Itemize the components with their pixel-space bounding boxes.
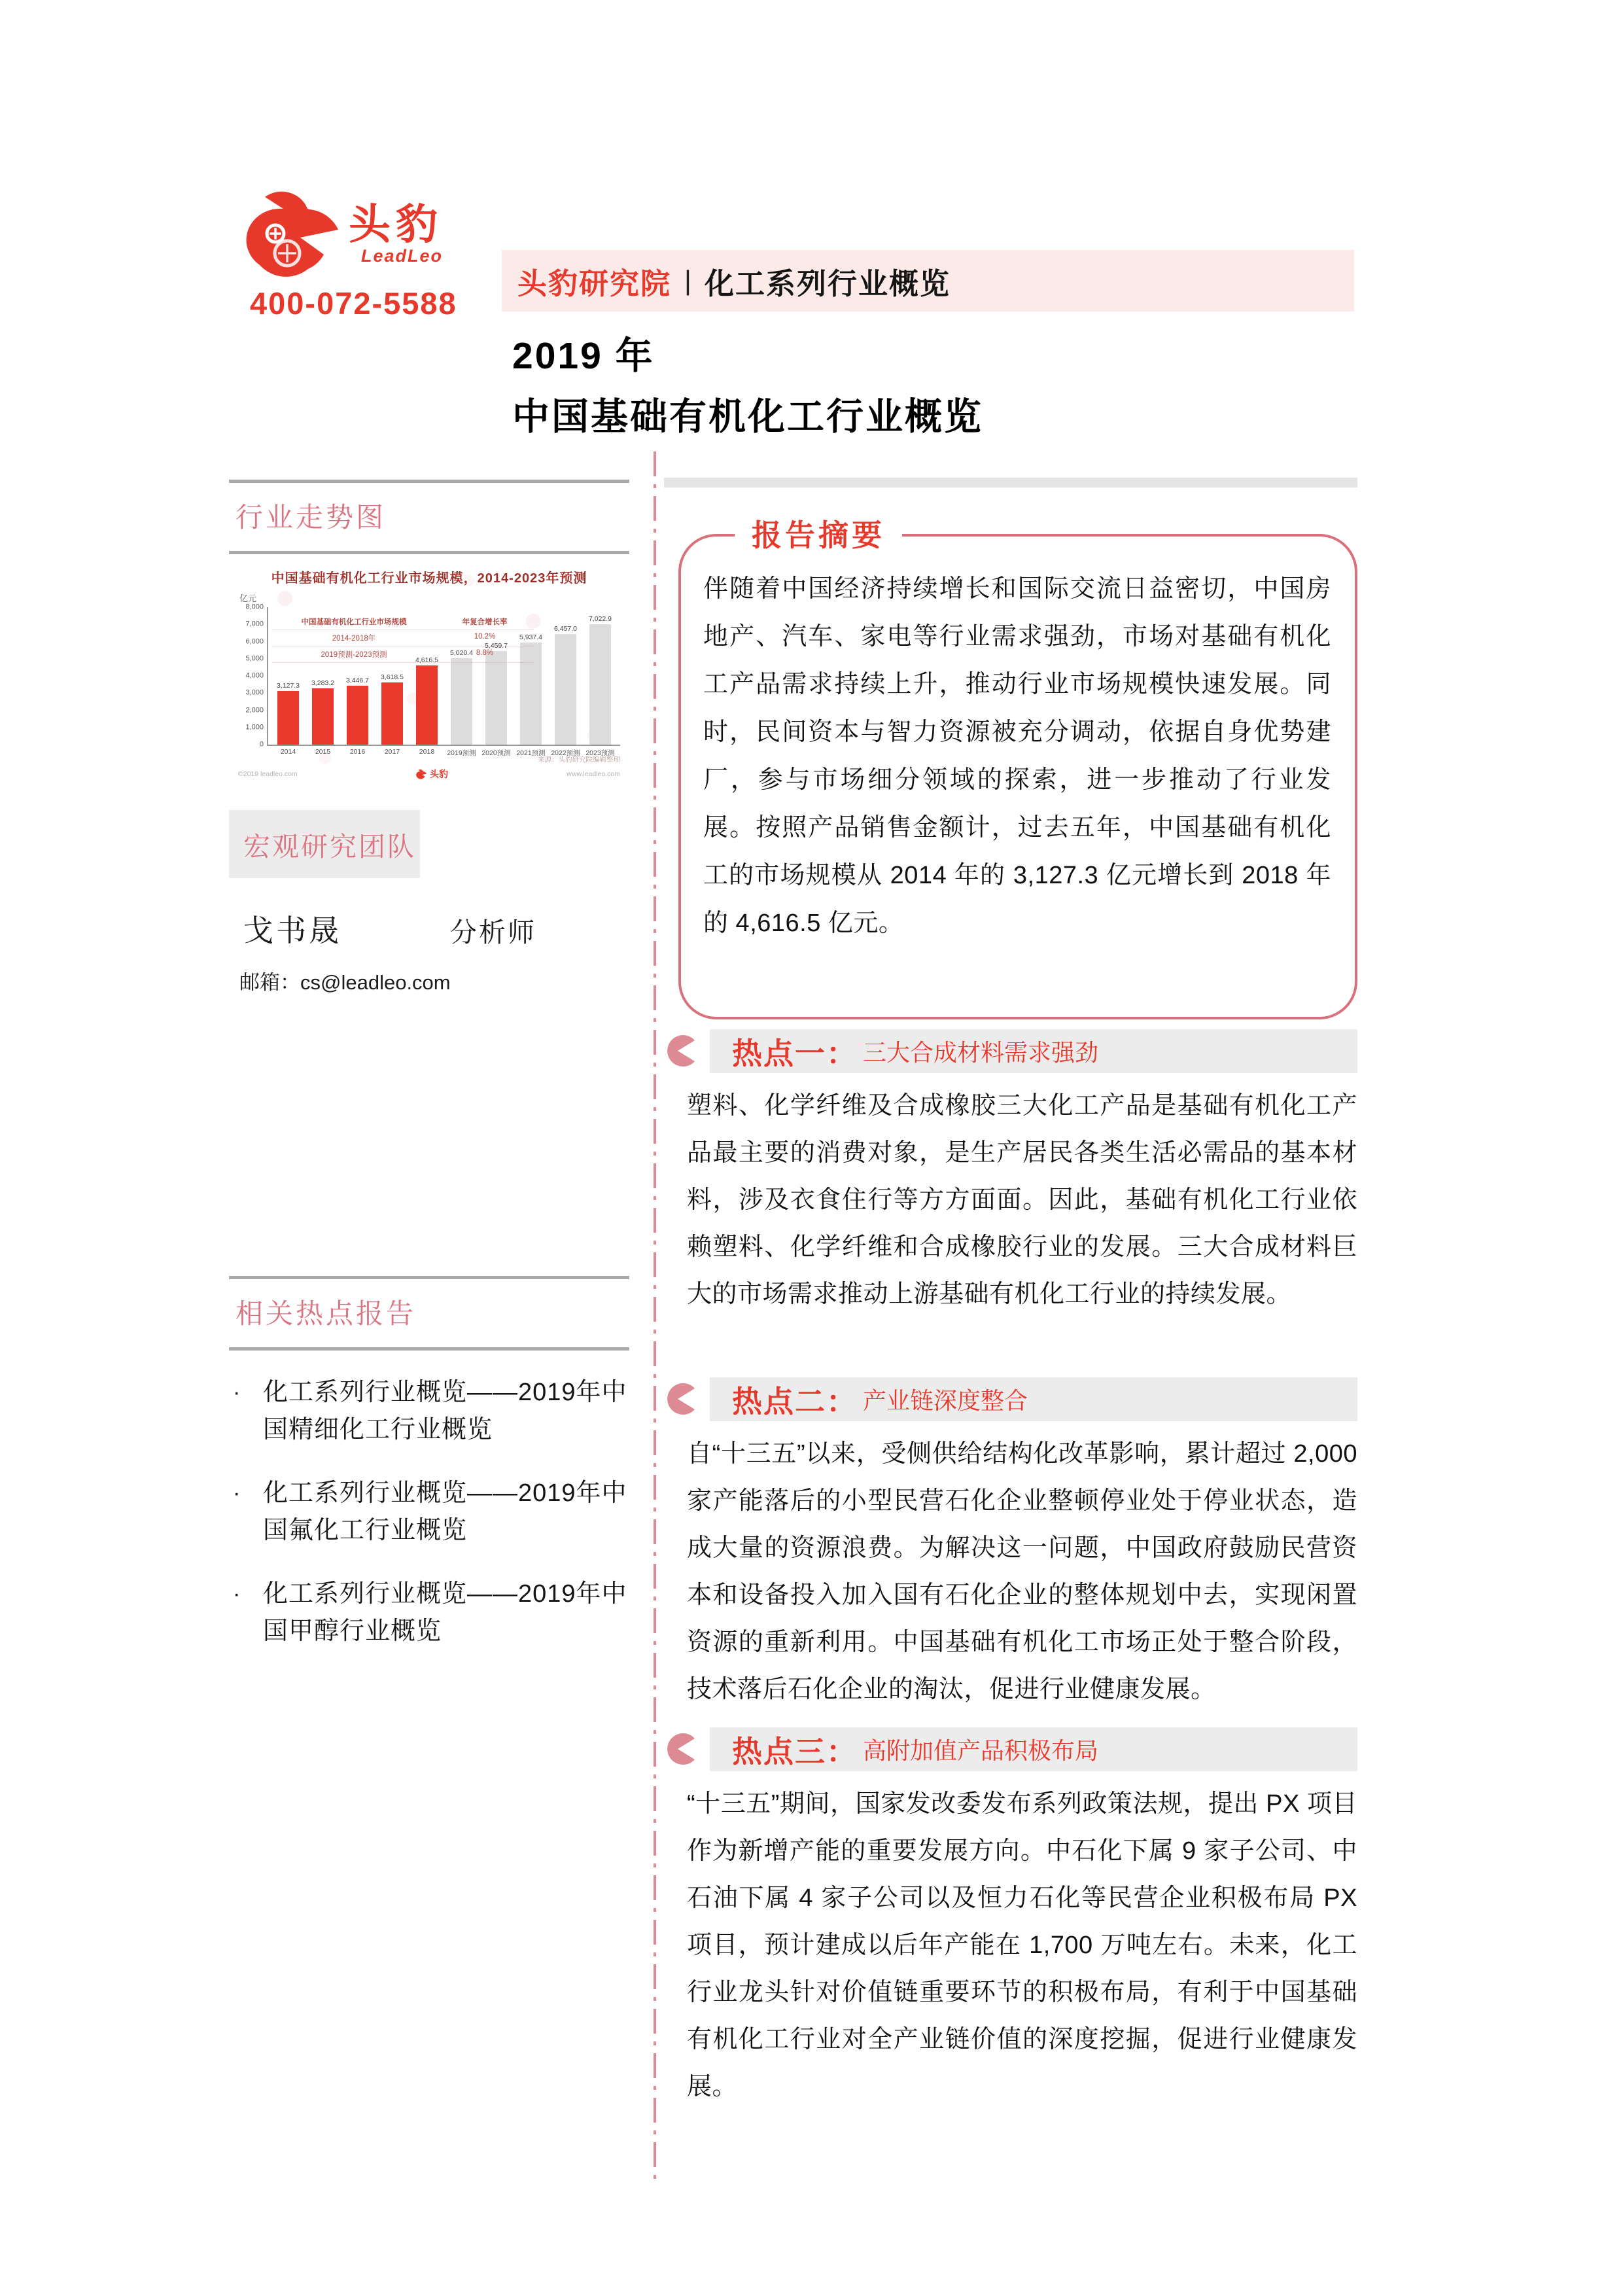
summary-text: 伴随着中国经济持续增长和国际交流日益密切，中国房地产、汽车、家电等行业需求强劲，市场对基础有机化工产品需求持续上升，推动行业市场规模快速发展。同时，民间资本与智力资源被充分调动，依据自身优势建厂，参与市场细分领域的探索，进一步推动了行业发展。按照产品销售金额计，过去五年，中国基础有机化工的市场规模从 2014 年的 3,127.3 亿元增长到 2018 年的 4,616.5 亿元。 [703, 575, 1331, 937]
chart-legend-header-row [272, 614, 534, 630]
chart-unit-label: 亿元 [239, 593, 257, 603]
chart-bar-value-label: 4,616.5 [415, 656, 439, 664]
report-title: 化工系列行业概览——2019年中国氟化工行业概览 [263, 1479, 627, 1544]
hotspot-2-subtitle: 产业链深度整合 [863, 1387, 1028, 1414]
list-item [229, 1374, 629, 1449]
chart-footer-logo-text: 头豹 [429, 769, 448, 779]
vertical-dashed-divider [654, 451, 656, 2179]
hotspot-1-label: 热点一： [732, 1036, 858, 1070]
chart-x-label: 2021预测 [516, 749, 546, 757]
header-series: 化工系列行业概览 [704, 266, 951, 300]
contact-phone: 400-072-5588 [250, 286, 457, 321]
chart-footer-copyright: ©2019 leadleo.com [238, 770, 298, 778]
chart-bar [416, 665, 438, 745]
hotspot-3-body: “十三五”期间，国家发改委发布系列政策法规，提出 PX 项目作为新增产能的重要发展方向。中石化下属 9 家子公司、中石油下属 4 家子公司以及恒力石化等民营企业积极布局 PX 项目，预计建成以后年产能在 1,700 万吨左右。未来，化工行业龙头针对价值链重要环节的积极布局，有利于中国基础有机化工行业对全产业链价值的深度挖掘，促进行业健康发展。 [687, 1790, 1357, 2100]
chart-bar-value-label: 5,020.4 [449, 649, 474, 658]
chart-x-label: 2019预测 [447, 749, 476, 757]
related-reports-list [229, 1374, 629, 1676]
page-title-line2: 中国基础有机化工行业概览 [512, 396, 983, 438]
chart-bar [451, 658, 472, 745]
hotspot-1-subtitle: 三大合成材料需求强劲 [863, 1039, 1099, 1066]
chart-bar [312, 688, 334, 745]
hotspot-2-body: 自“十三五”以来，受侧供给结构化改革影响，累计超过 2,000 家产能落后的小型民营石化企业整顿停业处于停业状态，造成大量的资源浪费。为解决这一问题，中国政府鼓励民营资本和设备投入加入国有石化企业的整体规划中去，实现闲置资源的重新利用。中国基础有机化工市场正处于整合阶段，技术落后石化企业的淘汰，促进行业健康发展。 [687, 1440, 1357, 1703]
chart-bar [485, 651, 507, 745]
chart-bar-column [551, 607, 580, 757]
hotspot-1-header [710, 1029, 1357, 1073]
bullet-icon: · [233, 1581, 241, 1606]
chart-footer-leopard-icon [416, 769, 427, 779]
list-item [229, 1475, 629, 1549]
chart-y-tick: 8,000 [245, 603, 264, 611]
chart-legend-period-2: 2019预测-2023预测 [321, 651, 387, 659]
analyst-role: 分析师 [450, 917, 536, 947]
chart-bar-value-label: 7,022.9 [588, 614, 612, 623]
header-bar [502, 250, 1354, 311]
team-section-header [229, 810, 420, 878]
quote-pacman-icon [663, 1382, 697, 1416]
chart-bar-value-label: 3,283.2 [311, 679, 335, 687]
quote-pacman-icon [663, 1034, 697, 1068]
email-label: 邮箱： [239, 971, 300, 994]
right-column-top-rule [664, 478, 1357, 487]
chart-x-label: 2020预测 [481, 749, 511, 757]
hotspot-3-header [710, 1727, 1357, 1771]
chart-y-tick: 6,000 [245, 637, 264, 645]
hotspot-3-subtitle: 高附加值产品积极布局 [863, 1737, 1099, 1764]
quote-pacman-icon [663, 1732, 697, 1766]
trend-section-title: 行业走势图 [236, 502, 387, 533]
chart-y-tick: 5,000 [245, 654, 264, 663]
reports-section-header [229, 1276, 629, 1351]
chart-footer [238, 768, 620, 781]
chart-bar-value-label: 3,618.5 [380, 673, 404, 682]
chart-x-label: 2016 [349, 748, 366, 756]
chart-bar-value-label: 5,937.4 [519, 633, 543, 642]
reports-section-title: 相关热点报告 [236, 1298, 417, 1329]
logo-en: LeadLeo [360, 246, 443, 266]
chart-y-tick: 4,000 [245, 671, 264, 680]
market-size-chart [229, 557, 629, 785]
chart-legend-cagr-2: 8.8% [476, 649, 494, 657]
report-title: 化工系列行业概览——2019年中国精细化工行业概览 [263, 1379, 627, 1443]
report-summary-box [678, 518, 1357, 1019]
chart-bar-column [585, 607, 615, 757]
chart-x-label: 2023预测 [585, 749, 615, 757]
chart-bar-value-label: 5,459.7 [484, 641, 508, 650]
chart-footer-logo [416, 768, 448, 781]
header-institute: 头豹研究院 [517, 266, 672, 300]
trend-section-header [229, 480, 629, 554]
chart-source-note: 来源：头豹研究院编辑整理 [538, 756, 620, 764]
chart-y-tick: 1,000 [245, 723, 264, 732]
hotspot-2-header [710, 1377, 1357, 1421]
chart-bar [347, 686, 368, 745]
bullet-icon: · [233, 1380, 241, 1405]
header-divider: | [684, 265, 691, 296]
chart-legend-col1-header: 中国基础有机化工行业市场规模 [301, 618, 407, 626]
chart-bar-value-label: 3,446.7 [345, 676, 370, 684]
leadleo-logo [245, 191, 443, 279]
email-value: cs@leadleo.com [300, 971, 451, 994]
bullet-icon: · [233, 1481, 241, 1506]
chart-x-label: 2015 [315, 748, 331, 756]
hotspot-3-label: 热点三： [732, 1734, 858, 1769]
page-title-line1: 2019 年 [512, 335, 655, 377]
logo-text [349, 191, 443, 266]
summary-box-title: 报告摘要 [735, 513, 902, 557]
chart-bar-value-label: 3,127.3 [276, 681, 300, 690]
chart-x-label: 2022预测 [551, 749, 580, 757]
chart-legend-col2-header: 年复合增长率 [462, 618, 508, 626]
chart-bar-value-label: 6,457.0 [553, 624, 578, 633]
team-section-title: 宏观研究团队 [243, 831, 416, 862]
chart-bar [381, 682, 403, 745]
hotspot-1-body: 塑料、化学纤维及合成橡胶三大化工产品是基础有机化工产品最主要的消费对象，是生产居民各类生活必需品的基本材料，涉及衣食住行等方方面面。因此，基础有机化工行业依赖塑料、化学纤维和合成橡胶行业的发展。三大合成材料巨大的市场需求推动上游基础有机化工行业的持续发展。 [687, 1092, 1357, 1308]
chart-bar [589, 624, 611, 745]
analyst-name: 戈书晟 [243, 913, 341, 947]
chart-x-label: 2018 [419, 748, 435, 756]
chart-footer-website: www.leadleo.com [567, 770, 620, 778]
hotspot-2-label: 热点二： [732, 1384, 858, 1419]
chart-bar [277, 691, 299, 745]
chart-bar [555, 634, 576, 745]
chart-legend-cagr-1: 10.2% [474, 633, 496, 641]
chart-y-tick: 2,000 [245, 706, 264, 714]
chart-legend-period-1: 2014-2018年 [332, 635, 376, 643]
chart-legend-row [272, 646, 534, 663]
chart-y-tick: 3,000 [245, 688, 264, 697]
list-item [229, 1576, 629, 1650]
page-title [512, 326, 983, 448]
chart-x-label: 2014 [280, 748, 296, 756]
analyst-email-row [239, 966, 451, 995]
chart-title: 中国基础有机化工行业市场规模，2014-2023年预测 [271, 571, 587, 586]
logo-cn: 头豹 [349, 201, 443, 248]
report-title: 化工系列行业概览——2019年中国甲醇行业概览 [263, 1580, 627, 1645]
chart-legend-row [272, 630, 534, 646]
chart-y-tick: 7,000 [245, 620, 264, 628]
chart-legend [272, 614, 534, 663]
chart-y-tick: 0 [259, 740, 264, 749]
chart-x-label: 2017 [384, 748, 400, 756]
leadleo-leopard-icon [245, 191, 343, 279]
